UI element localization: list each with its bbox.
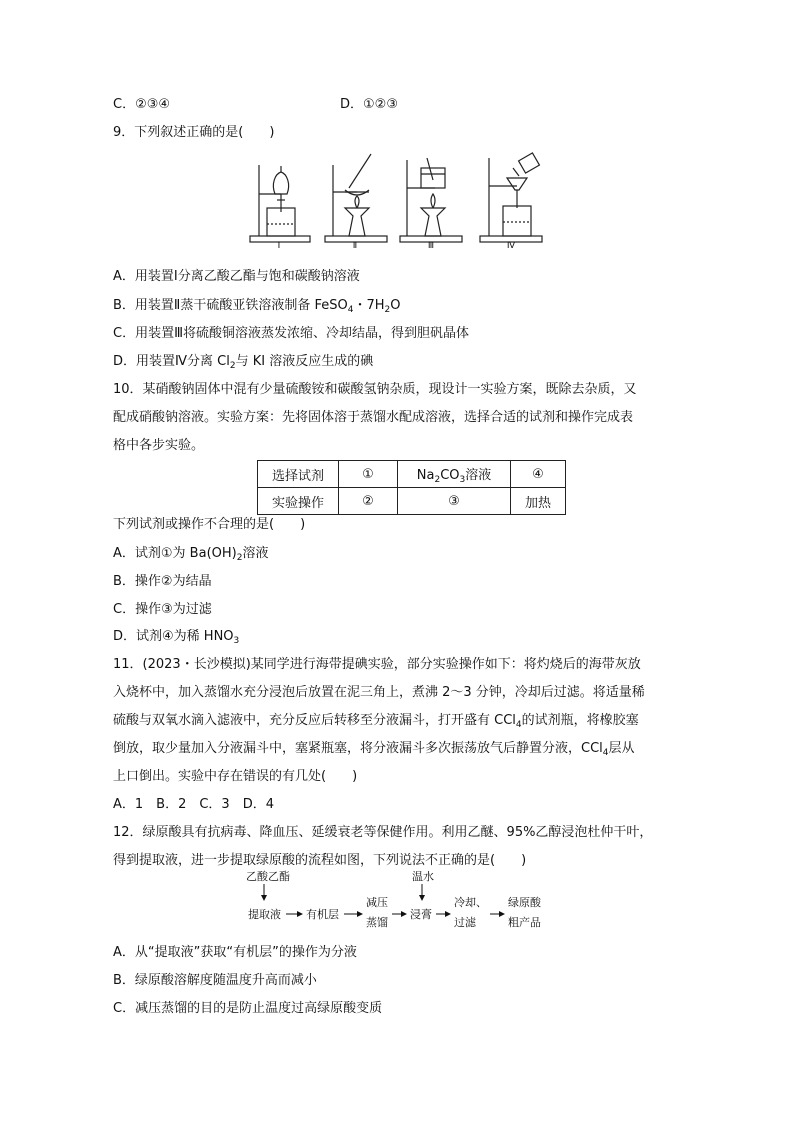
q9-stem: 9．下列叙述正确的是( ) bbox=[113, 125, 275, 140]
q8-option-d: D．①②③ bbox=[340, 97, 398, 112]
q10-option-d: D．试剂④为稀 $HNO_3$ bbox=[113, 629, 240, 646]
q10-line-2: 配成硝酸钠溶液。实验方案：先将固体溶于蒸馏水配成溶液，选择合适的试剂和操作完成表 bbox=[113, 410, 634, 425]
flow-op-2a: 冷却、 bbox=[454, 896, 487, 909]
flow-step-organic: 有机层 bbox=[306, 908, 339, 921]
table-cell: ③ bbox=[398, 488, 511, 515]
q10-question: 下列试剂或操作不合理的是( ) bbox=[113, 517, 306, 532]
q12-line-1: 12．绿原酸具有抗病毒、降血压、延缓衰老等保健作用。利用乙醚、95%乙醇浸泡杜仲干叶， bbox=[113, 825, 653, 840]
apparatus-label-4: Ⅳ bbox=[506, 241, 516, 250]
q9-option-d: D．用装置Ⅳ分离 $Cl_2$与 KI 溶液反应生成的碘 bbox=[113, 354, 374, 371]
flow-top-label-2: 温水 bbox=[412, 870, 434, 883]
flow-top-label-1: 乙酸乙酯 bbox=[246, 870, 290, 883]
q9-option-a: A．用装置Ⅰ分离乙酸乙酯与饱和碳酸钠溶液 bbox=[113, 269, 360, 284]
q9-option-b: B．用装置Ⅱ蒸干硫酸亚铁溶液制备 FeSO$_4$・$7H_2O$ bbox=[113, 298, 401, 315]
flow-step-extract-paste: 浸膏 bbox=[410, 908, 432, 921]
table-cell: 选择试剂 bbox=[258, 461, 339, 488]
q8-option-c: C．②③④ bbox=[113, 97, 171, 112]
q10-line-3: 格中各步实验。 bbox=[113, 438, 205, 453]
table-cell: $Na_2CO_3$溶液 bbox=[398, 461, 511, 488]
q12-option-a: A．从“提取液”获取“有机层”的操作为分液 bbox=[113, 945, 357, 960]
q11-line-3: 硫酸与双氧水滴入滤液中，充分反应后转移至分液漏斗，打开盛有 CCl$_4$的试剂瓶，将橡胶塞 bbox=[113, 713, 639, 730]
apparatus-label-2: Ⅱ bbox=[352, 241, 358, 250]
q10-line-1: 10．某硝酸钠固体中混有少量硫酸铵和碳酸氢钠杂质，现设计一实验方案，既除去杂质，又 bbox=[113, 382, 637, 397]
table-row bbox=[258, 488, 566, 515]
q10-option-b: B．操作②为结晶 bbox=[113, 574, 212, 589]
q10-option-a: A．试剂①为 $Ba(OH)_2$溶液 bbox=[113, 546, 269, 563]
q12-option-c: C．减压蒸馏的目的是防止温度过高绿原酸变质 bbox=[113, 1001, 383, 1016]
q12-flowchart bbox=[240, 866, 560, 936]
table-cell: ② bbox=[339, 488, 398, 515]
apparatus-label-1: Ⅰ bbox=[277, 241, 281, 250]
table-cell: 实验操作 bbox=[258, 488, 339, 515]
apparatus-figure bbox=[245, 150, 555, 250]
q9-option-c: C．用装置Ⅲ将硫酸铜溶液蒸发浓缩、冷却结晶，得到胆矾晶体 bbox=[113, 326, 470, 341]
table-cell: 加热 bbox=[511, 488, 566, 515]
table-cell: ④ bbox=[511, 461, 566, 488]
apparatus-label-3: Ⅲ bbox=[427, 241, 435, 250]
flow-product-a: 绿原酸 bbox=[508, 896, 541, 909]
q11-options: A．1 B．2 C．3 D．4 bbox=[113, 797, 274, 812]
q11-line-1: 11．(2023・长沙模拟)某同学进行海带提碘实验，部分实验操作如下：将灼烧后的海带灰放 bbox=[113, 657, 641, 672]
q12-line-2: 得到提取液，进一步提取绿原酸的流程如图，下列说法不正确的是( ) bbox=[113, 853, 527, 868]
q11-line-2: 入烧杯中，加入蒸馏水充分浸泡后放置在泥三角上，煮沸 2～3 分钟，冷却后过滤。将适量稀 bbox=[113, 685, 645, 700]
q12-option-b: B．绿原酸溶解度随温度升高而减小 bbox=[113, 973, 317, 988]
apparatus-drawing bbox=[245, 150, 555, 250]
q10-table bbox=[257, 460, 566, 515]
flow-op-1a: 减压 bbox=[366, 896, 388, 909]
flow-step-extract: 提取液 bbox=[248, 908, 281, 921]
flow-op-2b: 过滤 bbox=[454, 916, 476, 929]
q11-line-4: 倒放，取少量加入分液漏斗中，塞紧瓶塞，将分液漏斗多次振荡放气后静置分液，CCl$_4$层从 bbox=[113, 741, 635, 758]
table-cell: ① bbox=[339, 461, 398, 488]
flow-op-1b: 蒸馏 bbox=[366, 916, 388, 929]
flowchart-drawing bbox=[240, 866, 560, 936]
q11-line-5: 上口倒出。实验中存在错误的有几处( ) bbox=[113, 769, 358, 784]
q10-option-c: C．操作③为过滤 bbox=[113, 602, 212, 617]
table-row bbox=[258, 461, 566, 488]
flow-product-b: 粗产品 bbox=[508, 916, 541, 929]
